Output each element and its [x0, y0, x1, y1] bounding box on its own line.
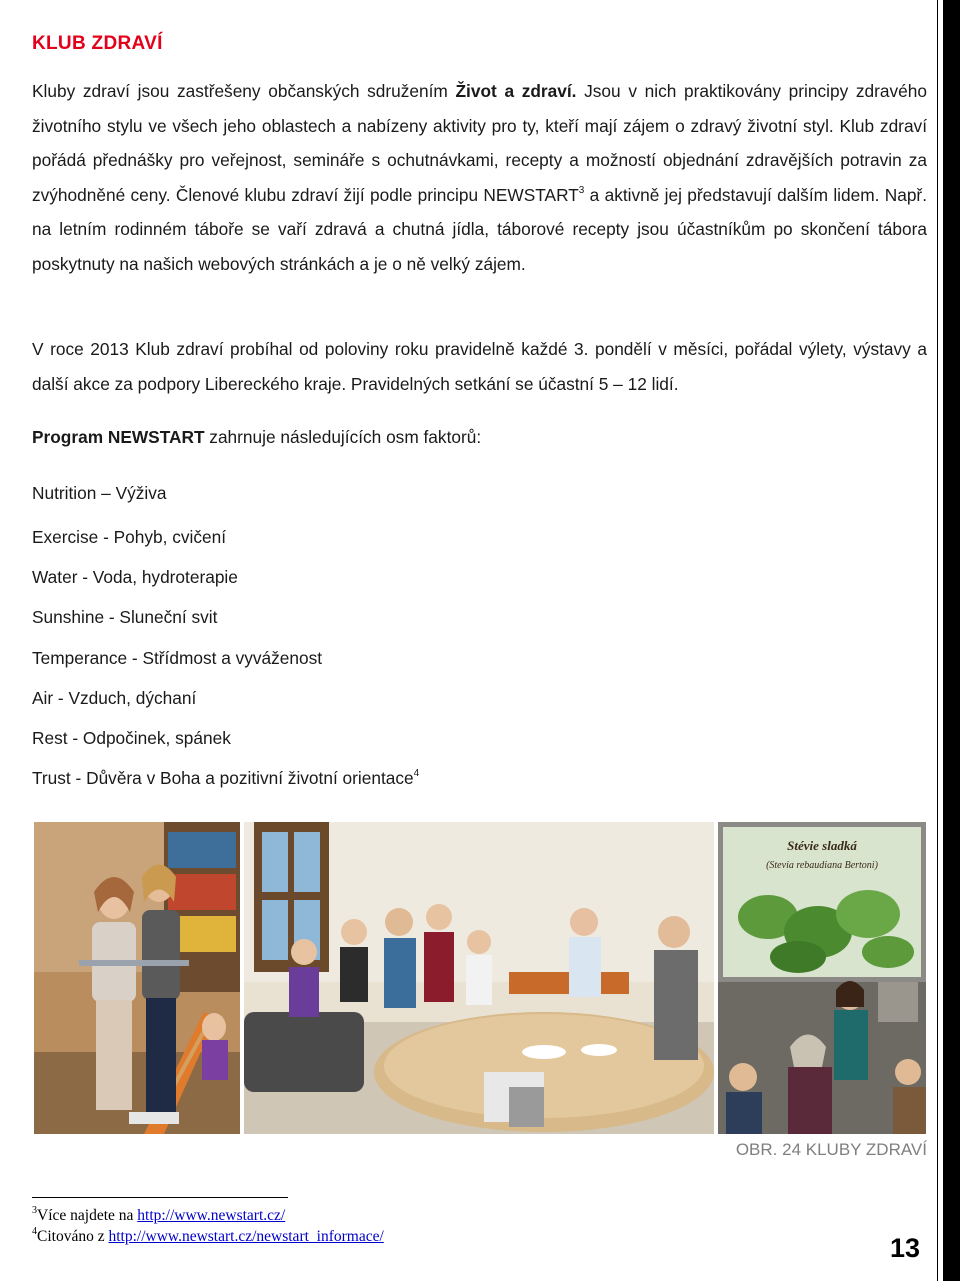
factor-initial: W: [32, 567, 48, 587]
factor-initial: T: [32, 768, 42, 788]
factor-text: est - Odpočinek, spánek: [44, 728, 231, 748]
factor-initial: S: [32, 607, 44, 627]
photo-group-meeting: [244, 822, 714, 1134]
page-border-bar: [943, 0, 960, 1281]
photo-stevia-presentation: [718, 822, 926, 1134]
factor-item: [32, 646, 322, 670]
factor-text: emperance - Střídmost a vyváženost: [40, 648, 323, 668]
section-heading: KLUB ZDRAVÍ: [32, 33, 163, 54]
footnote-3: [32, 1207, 285, 1225]
page-number: 13: [889, 1233, 920, 1263]
page-border-line: [937, 0, 938, 1281]
factor-item: [32, 481, 166, 505]
factor-text: ater - Voda, hydroterapie: [47, 567, 238, 587]
factor-text: unshine - Sluneční svit: [43, 607, 218, 627]
program-intro-text: zahrnuje následujících osm faktorů:: [204, 427, 482, 447]
photo-health-check-image: [34, 822, 240, 1134]
factor-text: xercise - Pohyb, cvičení: [43, 527, 227, 547]
factor-item: [32, 686, 196, 710]
footnote-text: Více najdete na: [37, 1207, 138, 1224]
factor-item: [32, 766, 419, 790]
program-name: Program NEWSTART: [32, 427, 205, 447]
factor-item: [32, 525, 226, 549]
year-paragraph: V roce 2013 Klub zdraví probíhal od poloviny roku pravidelně každé 3. pondělí v měsíci, pořádal výlety, výstavy a další akce za podpory Libereckého kraje. Pravidelných setkání se účastní 5 – 12 lidí.: [32, 339, 927, 394]
footnote-link[interactable]: http://www.newstart.cz/newstart_informace/: [108, 1228, 384, 1245]
factor-text: utrition – Výživa: [44, 483, 167, 503]
factor-initial: E: [32, 527, 44, 547]
factor-initial: R: [32, 728, 45, 748]
factor-item: [32, 726, 231, 750]
footnote-separator: [32, 1197, 288, 1198]
footnote-text: Citováno z: [37, 1228, 109, 1245]
footnote-4: [32, 1228, 384, 1246]
factor-initial: A: [32, 688, 44, 708]
photo-group-meeting-image: [244, 822, 714, 1134]
photo-health-check: [34, 822, 240, 1134]
factor-text: rust - Důvěra v Boha a pozitivní životní orientace: [41, 768, 414, 788]
factor-initial: N: [32, 483, 45, 503]
footnote-ref-4[interactable]: 4: [413, 768, 420, 779]
footnote-number: 3: [32, 1205, 37, 1216]
poster-subtitle: (Stevia rebaudiana Bertoni): [766, 860, 878, 871]
footnote-number: 4: [32, 1226, 37, 1237]
factor-initial: T: [32, 648, 41, 668]
intro-text-d: a aktivně jej představují dalším lidem. Např. na letním rodinném táboře se vaří zdravá a chutná jídla, táborové recepty jsou účastníkům po skončení tábora poskytnuty na našich webových stránkách a je o ně velký zájem.: [32, 184, 927, 274]
factor-text: ir - Vzduch, dýchaní: [43, 688, 197, 708]
intro-paragraph: [32, 74, 927, 281]
intro-text-a: Kluby zdraví jsou zastřešeny občanských sdružením: [32, 81, 456, 101]
footnote-link[interactable]: http://www.newstart.cz/: [137, 1207, 286, 1224]
footnote-ref-3[interactable]: 3: [578, 184, 585, 196]
intro-text-c: Jsou v nich praktikovány principy zdravého životního stylu ve všech jeho oblastech a nabízeny aktivity pro ty, kteří mají zájem o zdravý životní styl. Klub zdraví pořádá přednášky pro veřejnost, semináře s ochutnávkami, recepty a možností objednání zdravějších potravin za zvýhodněné ceny. Členové klubu zdraví žijí podle principu NEWSTART: [32, 81, 927, 205]
poster-title: Stévie sladká: [787, 838, 857, 853]
figure-caption: OBR. 24 KLUBY ZDRAVÍ: [735, 1140, 927, 1159]
program-intro: [32, 420, 927, 455]
intro-org-name: Život a zdraví.: [455, 81, 577, 101]
factor-item: [32, 565, 238, 589]
factor-item: [32, 605, 217, 629]
photo-stevia-presentation-image: [718, 822, 926, 1134]
